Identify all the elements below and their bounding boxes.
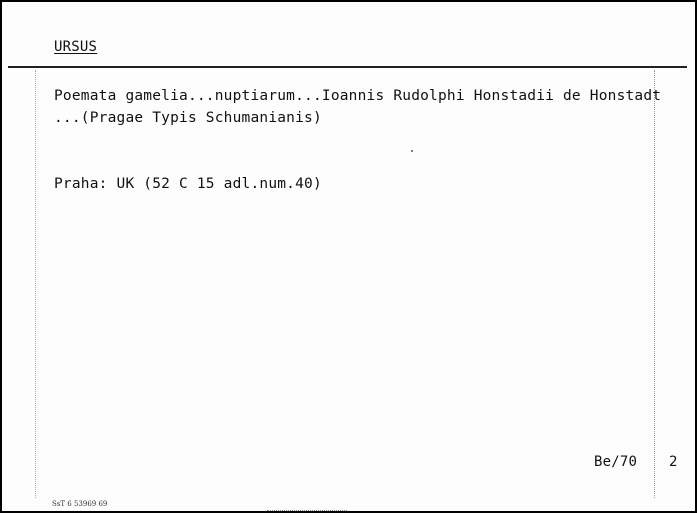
title-line-1: Poemata gamelia...nuptiarum...Ioannis Rudolphi Honstadii de Honstadt bbox=[54, 88, 662, 104]
cataloger-signature: Be/70 bbox=[594, 454, 638, 470]
ink-speck bbox=[411, 150, 413, 152]
holding-location: Praha: UK (52 C 15 adl.num.40) bbox=[54, 176, 322, 192]
card-number: 2 bbox=[669, 454, 678, 470]
heading-divider bbox=[8, 66, 687, 68]
bottom-dotted-mark bbox=[267, 510, 347, 511]
right-margin-line bbox=[654, 70, 655, 498]
catalog-card bbox=[2, 2, 695, 511]
card-heading: URSUS bbox=[54, 39, 98, 55]
print-code: SsT 6 53969 69 bbox=[52, 500, 108, 508]
title-line-2: ...(Pragae Typis Schumanianis) bbox=[54, 110, 322, 126]
left-margin-line bbox=[35, 70, 36, 498]
